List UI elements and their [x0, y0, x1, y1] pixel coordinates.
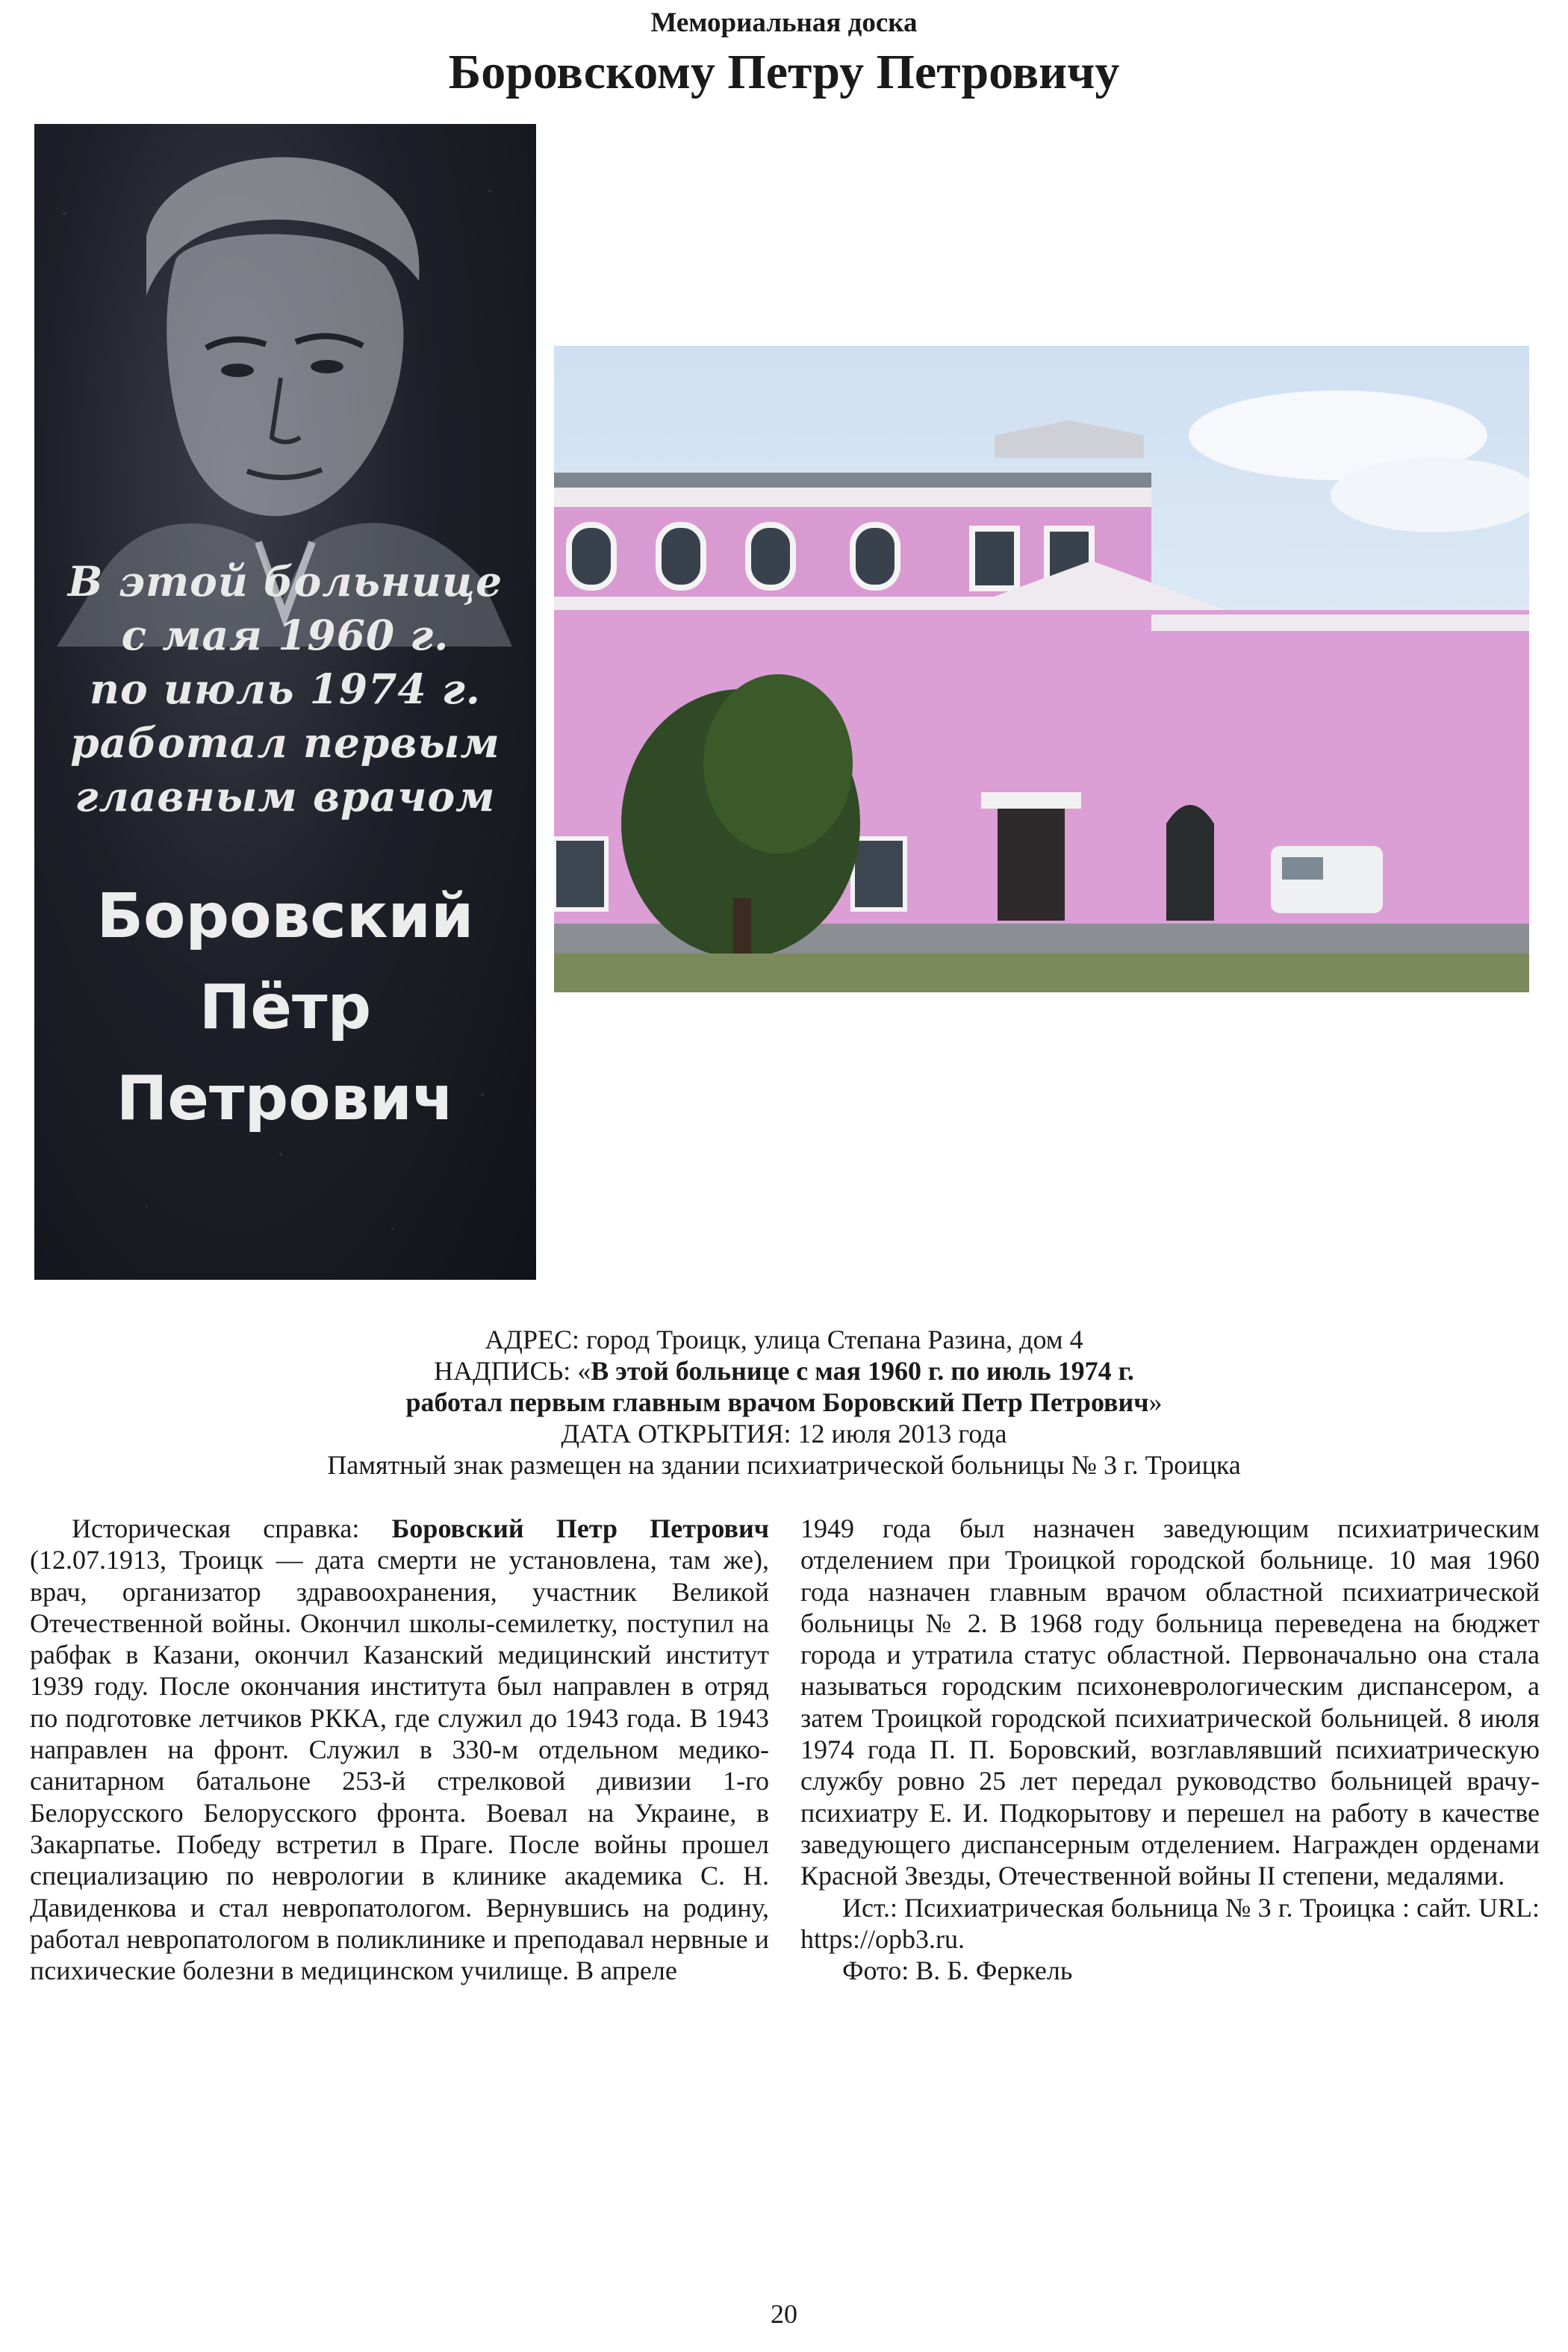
plaque-inscription-line-3: по июль 1974 г. [90, 665, 481, 713]
article-body-right: 1949 года был назначен заведующим психиатрическим отделением при Троицкой городской больнице. 10 мая 1960 года назначен главным врачом областной психиатрической больницы № 2. В 1968 году больница переведена на бюджет города и утратила статус областной. Первоначально она стала называться городским психоневрологическим диспансером, а затем Троицкой городской психиатрической больницей. 8 июля 1974 года П. П. Боровский, возглавлявший психиатрическую службу ровно 25 лет передал руководство больницей врачу-психиатру Е. И. Подкорытову и перешел на работу в качестве заведующего диспансерным отделением. Награжден орденами Красной Звезды, Отечественной войны II степени, медалями. [800, 1513, 1540, 1891]
inscription-text-2: работал первым главным врачом Боровский Петр Петрович [405, 1387, 1149, 1417]
placement-note: Памятный знак размещен на здании психиатрической больницы № 3 г. Троицка [327, 1450, 1241, 1480]
plaque-name-line-3: Петрович [116, 1063, 455, 1134]
page-subtitle: Мемориальная доска [650, 7, 918, 38]
article-column-left [30, 1513, 769, 1986]
hospital-building-photo [554, 346, 1529, 992]
address-line [0, 1324, 1568, 1355]
plaque-inscription-line-4: работал первым [70, 718, 500, 767]
inscription-line-1 [0, 1355, 1568, 1387]
page-title: Боровскому Петру Петровичу [448, 45, 1120, 99]
photo-credit: Фото: В. Б. Феркель [842, 1956, 1073, 1986]
page-number: 20 [771, 2299, 797, 2329]
source-note: Ист.: Психиатрическая больница № 3 г. Троицка : сайт. URL: https://opb3.ru. [800, 1892, 1540, 1954]
plaque-name-line-2: Пётр [199, 972, 372, 1043]
address-value: город Троицк, улица Степана Разина, дом 4 [586, 1325, 1083, 1354]
inscription-line-2 [0, 1387, 1568, 1418]
article-subject-name: Боровский Петр Петрович [391, 1513, 769, 1543]
opening-date-line [0, 1418, 1568, 1449]
inscription-text-1: В этой больнице с мая 1960 г. по июль 1974 г. [591, 1356, 1134, 1386]
inscription-open-quote: « [577, 1356, 591, 1386]
plaque-inscription-line-1: В этой больнице [67, 557, 503, 606]
article-column-right [800, 1513, 1540, 1986]
inscription-close-quote: » [1148, 1387, 1163, 1417]
article-intro: Историческая справка: [72, 1513, 392, 1543]
inscription-label: НАДПИСЬ: [434, 1356, 571, 1386]
plaque-name-line-1: Боровский [96, 881, 474, 952]
article-body-left: (12.07.1913, Троицк — дата смерти не установлена, там же), врач, организатор здравоохранения, участник Великой Отечественной войны. Окончил школы-семилетку, поступил на рабфак в Казани, окончил Казанский медицинский институт 1939 году. После окончания института был направлен в отряд по подготовке летчиков РККА, где служил до 1943 года. В 1943 направлен на фронт. Служил в 330-м отдельном медико-санитарном батальоне 253-й стрелковой дивизии 1-го Белорусского Белорусского фронта. Воевал на Украине, в Закарпатье. Победу встретил в Праге. После войны прошел специализацию по неврологии в клинике академика С. Н. Давиденкова и стал невропатологом. Вернувшись на родину, работал невропатологом в поликлинике и преподавал нервные и психические болезни в медицинском училище. В апреле [30, 1545, 769, 1986]
address-label: АДРЕС: [485, 1325, 580, 1354]
opening-date-value: 12 июля 2013 года [797, 1419, 1007, 1449]
plaque-inscription-line-2: с мая 1960 г. [121, 611, 449, 659]
opening-date-label: ДАТА ОТКРЫТИЯ: [561, 1419, 791, 1449]
memorial-plaque-image [34, 124, 536, 1280]
plaque-inscription-line-5: главным врачом [75, 772, 496, 821]
